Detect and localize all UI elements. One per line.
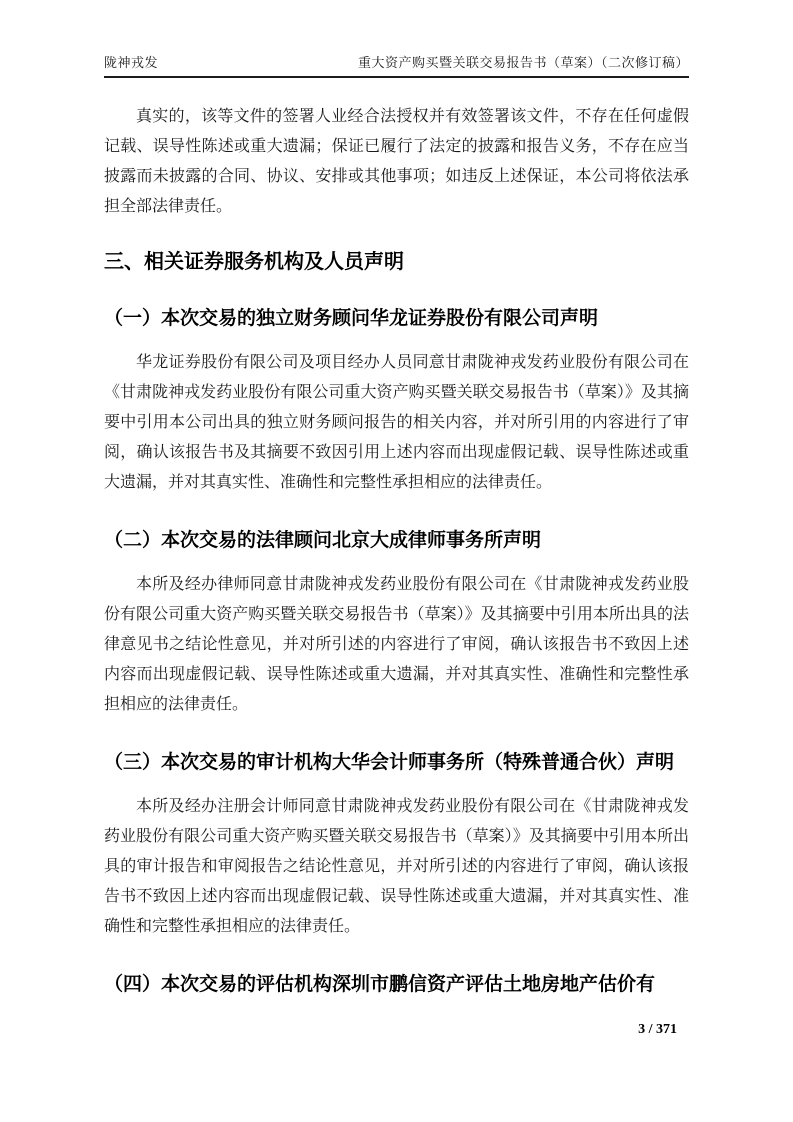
subsection-heading-2-legal-advisor: （二）本次交易的法律顾问北京大成律师事务所声明 <box>104 530 542 551</box>
subsection-heading-3-audit-firm: （三）本次交易的审计机构大华会计师事务所（特殊普通合伙）声明 <box>104 752 675 773</box>
page-number: 3 / 371 <box>638 1022 677 1037</box>
running-header <box>104 52 689 78</box>
subsection-heading-1-financial-advisor: （一）本次交易的独立财务顾问华龙证券股份有限公司声明 <box>104 308 599 329</box>
subsection-body-2-legal-advisor: 本所及经办律师同意甘肃陇神戎发药业股份有限公司在《甘肃陇神戎发药业股份有限公司重大资产购买暨关联交易报告书（草案）》及其摘要中引用本所出具的法律意见书之结论性意见，并对所引述的内容进行了审阅，确认该报告书不致因上述内容而出现虚假记载、误导性陈述或重大遗漏，并对其真实性、准确性和完整性承担相应的法律责任。 <box>104 576 689 713</box>
intro-continuation-paragraph: 真实的，该等文件的签署人业经合法授权并有效签署该文件，不存在任何虚假记载、误导性陈述或重大遗漏；保证已履行了法定的披露和报告义务，不存在应当披露而未披露的合同、协议、安排或其他事项；如违反上述保证，本公司将依法承担全部法律责任。 <box>104 108 689 215</box>
section-heading-3: 三、相关证券服务机构及人员声明 <box>104 251 404 273</box>
subsection-body-1-financial-advisor: 华龙证券股份有限公司及项目经办人员同意甘肃陇神戎发药业股份有限公司在《甘肃陇神戎发药业股份有限公司重大资产购买暨关联交易报告书（草案）》及其摘要中引用本公司出具的独立财务顾问报告的相关内容，并对所引用的内容进行了审阅，确认该报告书及其摘要不致因引用上述内容而出现虚假记载、误导性陈述或重大遗漏，并对其真实性、准确性和完整性承担相应的法律责任。 <box>104 354 689 491</box>
header-document-title: 重大资产购买暨关联交易报告书（草案）（二次修订稿） <box>357 55 689 70</box>
page-content-column <box>104 0 689 1014</box>
subsection-heading-4-appraisal-firm-truncated: （四）本次交易的评估机构深圳市鹏信资产评估土地房地产估价有 <box>104 974 656 995</box>
header-company-short-name: 陇神戎发 <box>104 55 159 70</box>
subsection-body-3-audit-firm: 本所及经办注册会计师同意甘肃陇神戎发药业股份有限公司在《甘肃陇神戎发药业股份有限公司重大资产购买暨关联交易报告书（草案）》及其摘要中引用本所出具的审计报告和审阅报告之结论性意见，并对所引述的内容进行了审阅，确认该报告书不致因上述内容而出现虚假记载、误导性陈述或重大遗漏，并对其真实性、准确性和完整性承担相应的法律责任。 <box>104 798 689 935</box>
